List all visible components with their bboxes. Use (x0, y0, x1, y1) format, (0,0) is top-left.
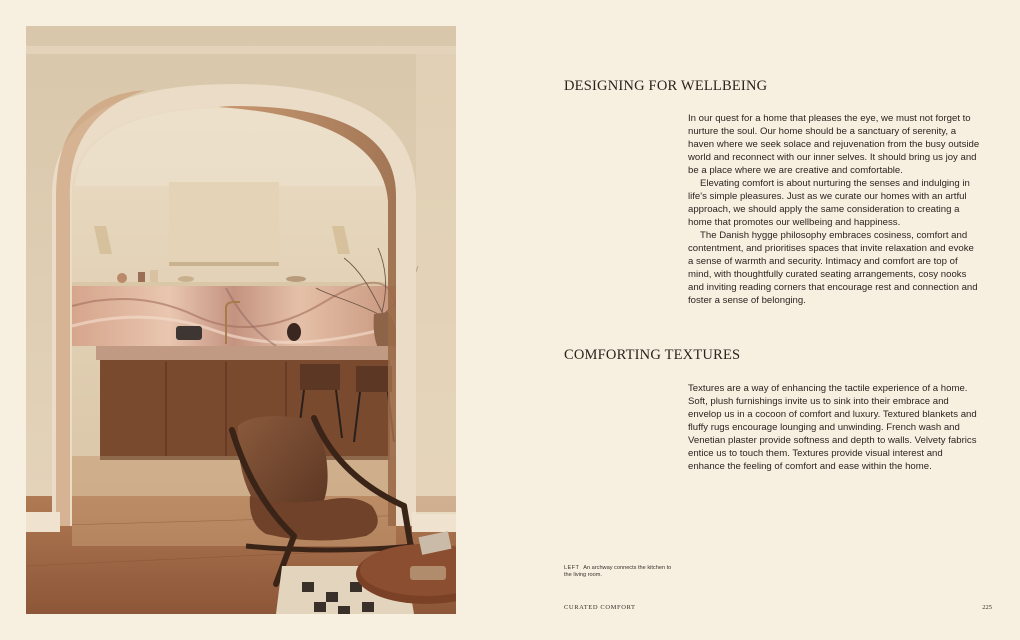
bar-stool (300, 364, 340, 390)
crown-molding (26, 46, 456, 54)
running-footer-title: CURATED COMFORT (564, 604, 636, 611)
island-countertop (96, 346, 396, 360)
range-hood (169, 182, 279, 264)
archway-kitchen-photo (26, 26, 456, 614)
heading-comforting-textures: COMFORTING TEXTURES (564, 347, 741, 363)
body-text-wellbeing (688, 112, 980, 307)
paragraph: Elevating comfort is about nurturing the senses and indulging in life's simple pleasures. Just as we curate our homes with an artful approach, we should apply the same consideration to creating a home that promotes our wellbeing and happiness. (688, 178, 970, 228)
caption-tag: LEFT (564, 565, 580, 571)
photo-illustration (26, 26, 456, 614)
wooden-tray (410, 566, 446, 580)
photo-caption (564, 565, 674, 579)
paragraph: In our quest for a home that pleases the eye, we must not forget to nurture the soul. Our home should be a sanctuary of serenity, a haven where we seek solace and rejuvenation from the busy outside world and reconnect with our inner selves. It should bring us joy and be a place where we are creative and comfortable. (688, 113, 980, 176)
heading-designing-for-wellbeing: DESIGNING FOR WELLBEING (564, 78, 768, 94)
bar-stool (356, 366, 392, 392)
paragraph: The Danish hygge philosophy embraces cosiness, comfort and contentment, and prioritises spaces that invite relaxation and evoke a sense of warmth and security. Intimacy and comfort are top of mind, with thoughtfully curated seating arrangements, cosy nooks and inviting reading corners that encourage rest and connection and foster a sense of belonging. (688, 230, 978, 306)
baseboard-left (26, 512, 60, 532)
pot (176, 326, 202, 340)
caption-text: An archway connects the kitchen to the living room. (564, 565, 672, 578)
paragraph: Textures are a way of enhancing the tactile experience of a home. Soft, plush furnishings invite us to sink into their embrace and envelop us in a cocoon of comfort and luxury. Textured blankets and fluffy rugs encourage lounging and unwinding. French wash and Venetian plaster provide softness and depth to walls. Velvety fabrics entice us to touch them. Textures provide visual interest and enhance the feeling of comfort and ease within the home. (688, 383, 977, 472)
body-text-textures (688, 382, 980, 473)
page-number: 225 (982, 604, 992, 611)
baseboard-right (412, 512, 456, 532)
